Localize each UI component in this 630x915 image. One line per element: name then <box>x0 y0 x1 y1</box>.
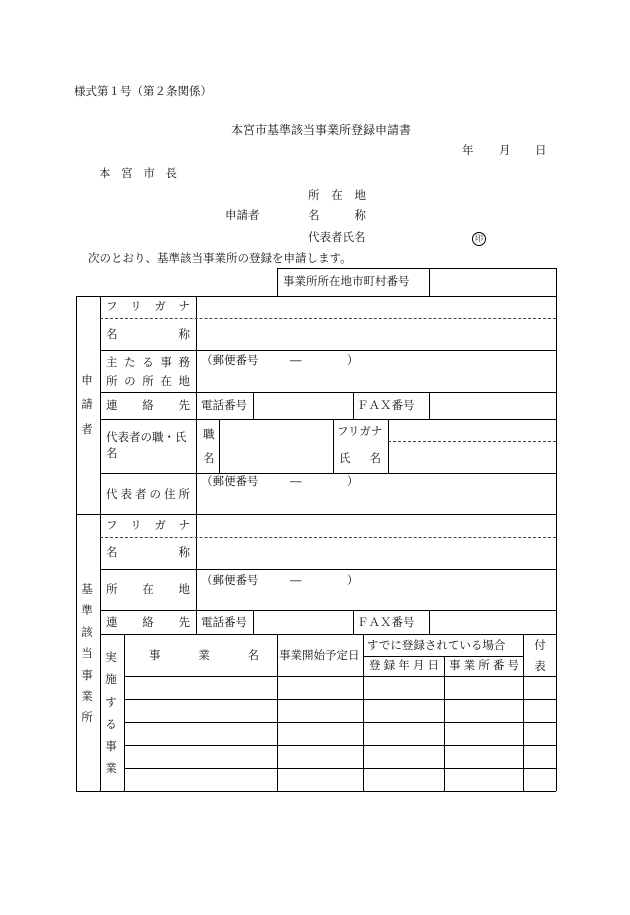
intro-text: 次のとおり、基準該当事業所の登録を申請します。 <box>88 251 352 265</box>
rule-line <box>100 296 101 791</box>
facility-address-label: 所 在 地 <box>106 582 190 596</box>
rule-line <box>100 350 556 351</box>
rep-postal-close: ） <box>347 474 359 488</box>
rule-line <box>76 514 556 515</box>
services-vertical-label: 実 施 す る 事 業 <box>105 650 117 776</box>
applicant-contact-label: 連 絡 先 <box>106 398 190 412</box>
representative-name-label: 代表者氏名 <box>308 230 366 244</box>
addressee: 本 宮 市 長 <box>99 166 177 180</box>
title-char-1: 職 <box>203 427 215 441</box>
rule-line <box>100 537 556 538</box>
rep-furigana-label: フリガナ <box>337 424 383 438</box>
facility-fax-label: ＦＡＸ番号 <box>357 615 415 629</box>
facility-furigana-label: フ リ ガ ナ <box>106 518 190 532</box>
rule-line <box>277 268 556 269</box>
facility-section-label: 基 準 該 当 事 業 所 <box>81 582 93 725</box>
rule-line <box>388 441 556 442</box>
rep-title-name-label-1: 代表者の職・氏 <box>106 430 187 444</box>
applicant-fax-label: ＦＡＸ番号 <box>357 398 415 412</box>
rule-line <box>100 419 556 420</box>
main-office-label-2: 所 の 所 在 地 <box>106 374 190 388</box>
applicant-furigana-field[interactable] <box>197 298 555 317</box>
form-number: 様式第１号（第２条関係） <box>74 84 212 98</box>
rule-line <box>124 676 556 677</box>
facility-furigana-field[interactable] <box>197 516 555 535</box>
city-number-field[interactable] <box>432 273 554 293</box>
rule-line <box>363 656 523 657</box>
office-number-header: 事 業 所 番 号 <box>449 658 519 672</box>
date-day-label: 日 <box>535 143 547 157</box>
rule-line <box>76 791 556 792</box>
rule-line <box>556 268 557 296</box>
date-month-label: 月 <box>499 143 511 157</box>
rule-line <box>100 634 556 635</box>
rep-title-name-label-2: 名 <box>106 446 118 460</box>
rule-line <box>76 296 556 297</box>
form-title: 本宮市基準該当事業所登録申請書 <box>231 123 412 137</box>
facility-fax-field[interactable] <box>430 611 554 633</box>
rep-name-field[interactable] <box>389 443 555 473</box>
main-office-label-1: 主 た る 事 務 <box>106 355 190 369</box>
registration-date-header: 登 録 年 月 日 <box>369 658 439 672</box>
applicant-furigana-label: フ リ ガ ナ <box>106 299 190 313</box>
rule-line <box>124 745 556 746</box>
rep-address-label: 代 表 者 の 住 所 <box>106 487 190 501</box>
seal-mark: 印 <box>472 232 486 246</box>
rule-line <box>100 569 556 570</box>
facility-postal-close: ） <box>347 573 359 587</box>
applicant-label: 申請者 <box>225 208 260 222</box>
main-office-postal-label: （郵便番号 <box>201 353 259 367</box>
rule-line <box>219 419 220 473</box>
start-date-header: 事業開始予定日 <box>279 648 360 662</box>
rep-name-label: 氏 名 <box>339 451 381 465</box>
rule-line <box>353 392 354 419</box>
title-char-2: 名 <box>203 451 215 465</box>
already-registered-header: すでに登録されている場合 <box>367 638 506 652</box>
rep-postal-label: （郵便番号 <box>201 474 259 488</box>
rule-line <box>333 419 334 473</box>
rule-line <box>76 296 77 791</box>
rule-line <box>124 722 556 723</box>
facility-name-label: 名 称 <box>106 545 190 559</box>
applicant-name-label: 名 称 <box>308 208 366 222</box>
facility-name-field[interactable] <box>197 539 555 568</box>
rule-line <box>124 768 556 769</box>
applicant-fax-field[interactable] <box>430 393 554 418</box>
rule-line <box>100 318 556 319</box>
facility-phone-label: 電話番号 <box>201 615 247 629</box>
main-office-postal-close: ） <box>347 353 359 367</box>
rep-postal-dash: ― <box>290 474 302 488</box>
applicant-name-field[interactable] <box>197 320 555 349</box>
facility-postal-dash: ― <box>290 573 302 587</box>
business-name-header: 事 業 名 <box>149 648 259 662</box>
facility-contact-label: 連 絡 先 <box>106 615 190 629</box>
rule-line <box>429 268 430 296</box>
applicant-phone-field[interactable] <box>254 393 352 418</box>
applicant-phone-label: 電話番号 <box>201 398 247 412</box>
city-number-label: 事業所所在地市町村番号 <box>283 274 410 288</box>
main-office-postal-dash: ― <box>290 353 302 367</box>
rep-furigana-field[interactable] <box>389 421 555 441</box>
applicant-name-row-label: 名 称 <box>106 327 190 341</box>
rule-line <box>277 268 278 296</box>
rule-line <box>124 699 556 700</box>
rule-line <box>556 296 557 791</box>
rep-title-field[interactable] <box>221 421 331 473</box>
date-year-label: 年 <box>462 143 474 157</box>
rule-line <box>100 473 556 474</box>
applicant-section-label: 申 請 者 <box>81 373 93 436</box>
facility-phone-field[interactable] <box>254 611 352 633</box>
facility-postal-label: （郵便番号 <box>201 573 259 587</box>
rule-line <box>353 610 354 634</box>
applicant-address-label: 所 在 地 <box>308 188 366 202</box>
attachment-header: 付 表 <box>534 638 546 673</box>
